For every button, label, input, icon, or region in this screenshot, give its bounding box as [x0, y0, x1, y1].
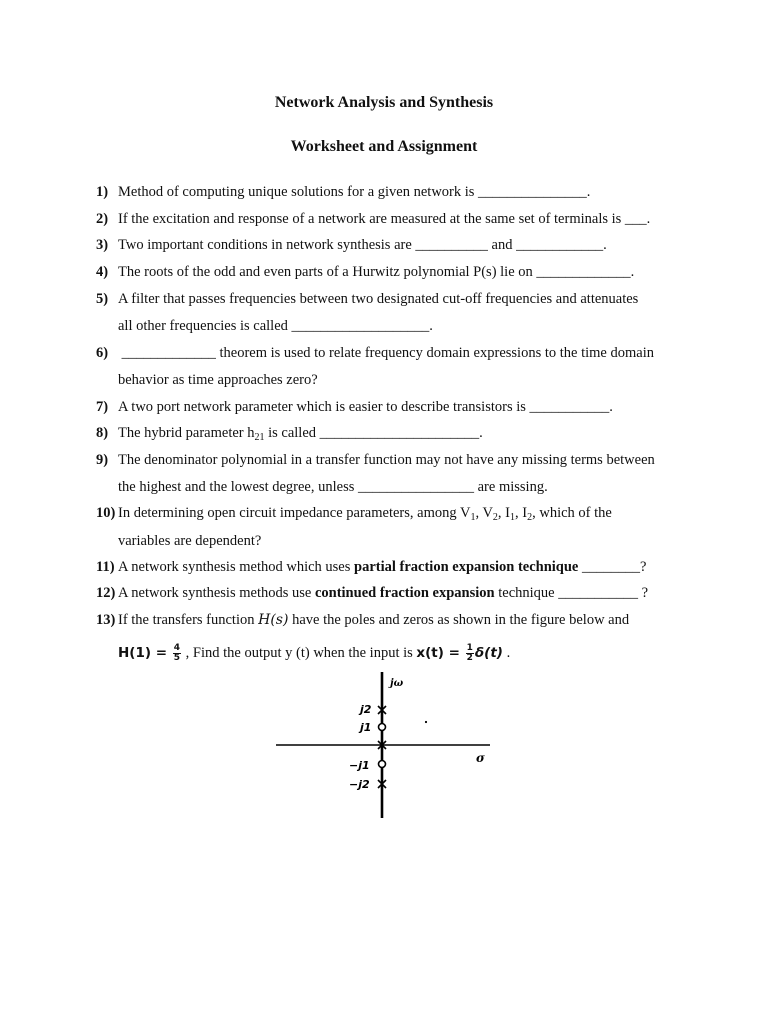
math-delta: δ(t)	[474, 645, 503, 661]
question-7	[96, 394, 696, 421]
label-minus-j2: −j2	[349, 778, 370, 791]
question-11	[96, 554, 696, 581]
question-text: If the excitation and response of a network are measured at the same set of terminals is ___.	[118, 211, 651, 227]
zero-minus-j1	[379, 761, 386, 768]
math-xt: x(t) =	[416, 645, 465, 661]
question-text-line2: the highest and the lowest degree, unless ________________ are missing.	[118, 479, 548, 495]
question-text-line2: variables are dependent?	[118, 533, 262, 549]
question-number: 13)	[96, 612, 116, 628]
question-5	[96, 286, 696, 340]
question-number: 10)	[96, 505, 116, 521]
question-number: 6)	[96, 345, 109, 361]
question-6	[96, 340, 696, 394]
question-text-line2: behavior as time approaches zero?	[118, 372, 318, 388]
question-12	[96, 580, 696, 607]
question-text: Two important conditions in network synthesis are __________ and ____________.	[118, 237, 607, 253]
bold-term: partial fraction expansion technique	[354, 559, 579, 575]
question-text: A two port network parameter which is easier to describe transistors is ___________.	[118, 399, 613, 415]
question-text-line1: In determining open circuit impedance parameters, among $V_1$, $V_2$, $I_1$, $I_2$, which of the	[118, 505, 612, 523]
question-text-line1: The denominator polynomial in a transfer function may not have any missing terms between	[118, 452, 655, 468]
question-number: 2)	[96, 211, 109, 227]
bold-term: continued fraction expansion	[314, 585, 495, 601]
question-3	[96, 232, 696, 259]
question-text: A network synthesis methods use continued fraction expansion technique ___________ ?	[118, 585, 649, 601]
question-number: 4)	[96, 264, 109, 280]
label-minus-j1: −j1	[349, 759, 370, 772]
axis-label-jw: jω	[390, 678, 404, 689]
label-j1: j1	[360, 721, 372, 734]
axis-label-sigma: σ	[476, 751, 485, 765]
question-9	[96, 447, 696, 501]
question-text-line2: H(1) = $\frac{4}{5}$ , Find the output y (t) when the input is x(t) = $\frac{1}{2}$ δ(t) .	[118, 643, 511, 664]
question-number: 8)	[96, 425, 109, 441]
question-number: 11)	[96, 559, 115, 575]
label-j2: j2	[360, 703, 372, 716]
math-h1: H(1) =	[118, 645, 172, 661]
question-text: The hybrid parameter $h_{21}$ is called ______________________.	[118, 425, 483, 443]
question-number: 5)	[96, 291, 109, 307]
zero-j1	[379, 724, 386, 731]
question-number: 1)	[96, 184, 109, 200]
math-hs: H(s)	[258, 612, 289, 628]
document-subtitle: Worksheet and Assignment	[290, 138, 478, 155]
question-4	[96, 259, 696, 286]
document-title: Network Analysis and Synthesis	[274, 94, 494, 111]
question-text: Method of computing unique solutions for a given network is _______________.	[118, 184, 591, 200]
question-text: The roots of the odd and even parts of a Hurwitz polynomial P(s) lie on _____________.	[118, 264, 635, 280]
question-2	[96, 206, 696, 233]
question-number: 12)	[96, 585, 116, 601]
pole-zero-diagram	[270, 668, 500, 823]
question-text-line1: _____________ theorem is used to relate frequency domain expressions to the time domain	[118, 345, 654, 361]
stray-dot	[425, 721, 427, 723]
fraction-one-half: $\frac{1}{2}$	[466, 643, 473, 664]
question-number: 9)	[96, 452, 109, 468]
question-number: 7)	[96, 399, 109, 415]
question-10	[96, 500, 696, 555]
question-13	[96, 607, 696, 667]
question-text-line1: A filter that passes frequencies between two designated cut-off frequencies and attenuates	[118, 291, 639, 307]
question-8	[96, 420, 696, 448]
question-1	[96, 179, 696, 206]
question-text-line2: all other frequencies is called ___________________.	[118, 318, 433, 334]
question-number: 3)	[96, 237, 109, 253]
fraction-four-fifths: $\frac{4}{5}$	[173, 643, 181, 664]
question-text-line1: If the transfers function H(s) have the poles and zeros as shown in the figure below and	[118, 612, 630, 628]
question-text: A network synthesis method which uses partial fraction expansion technique ________?	[118, 559, 647, 575]
